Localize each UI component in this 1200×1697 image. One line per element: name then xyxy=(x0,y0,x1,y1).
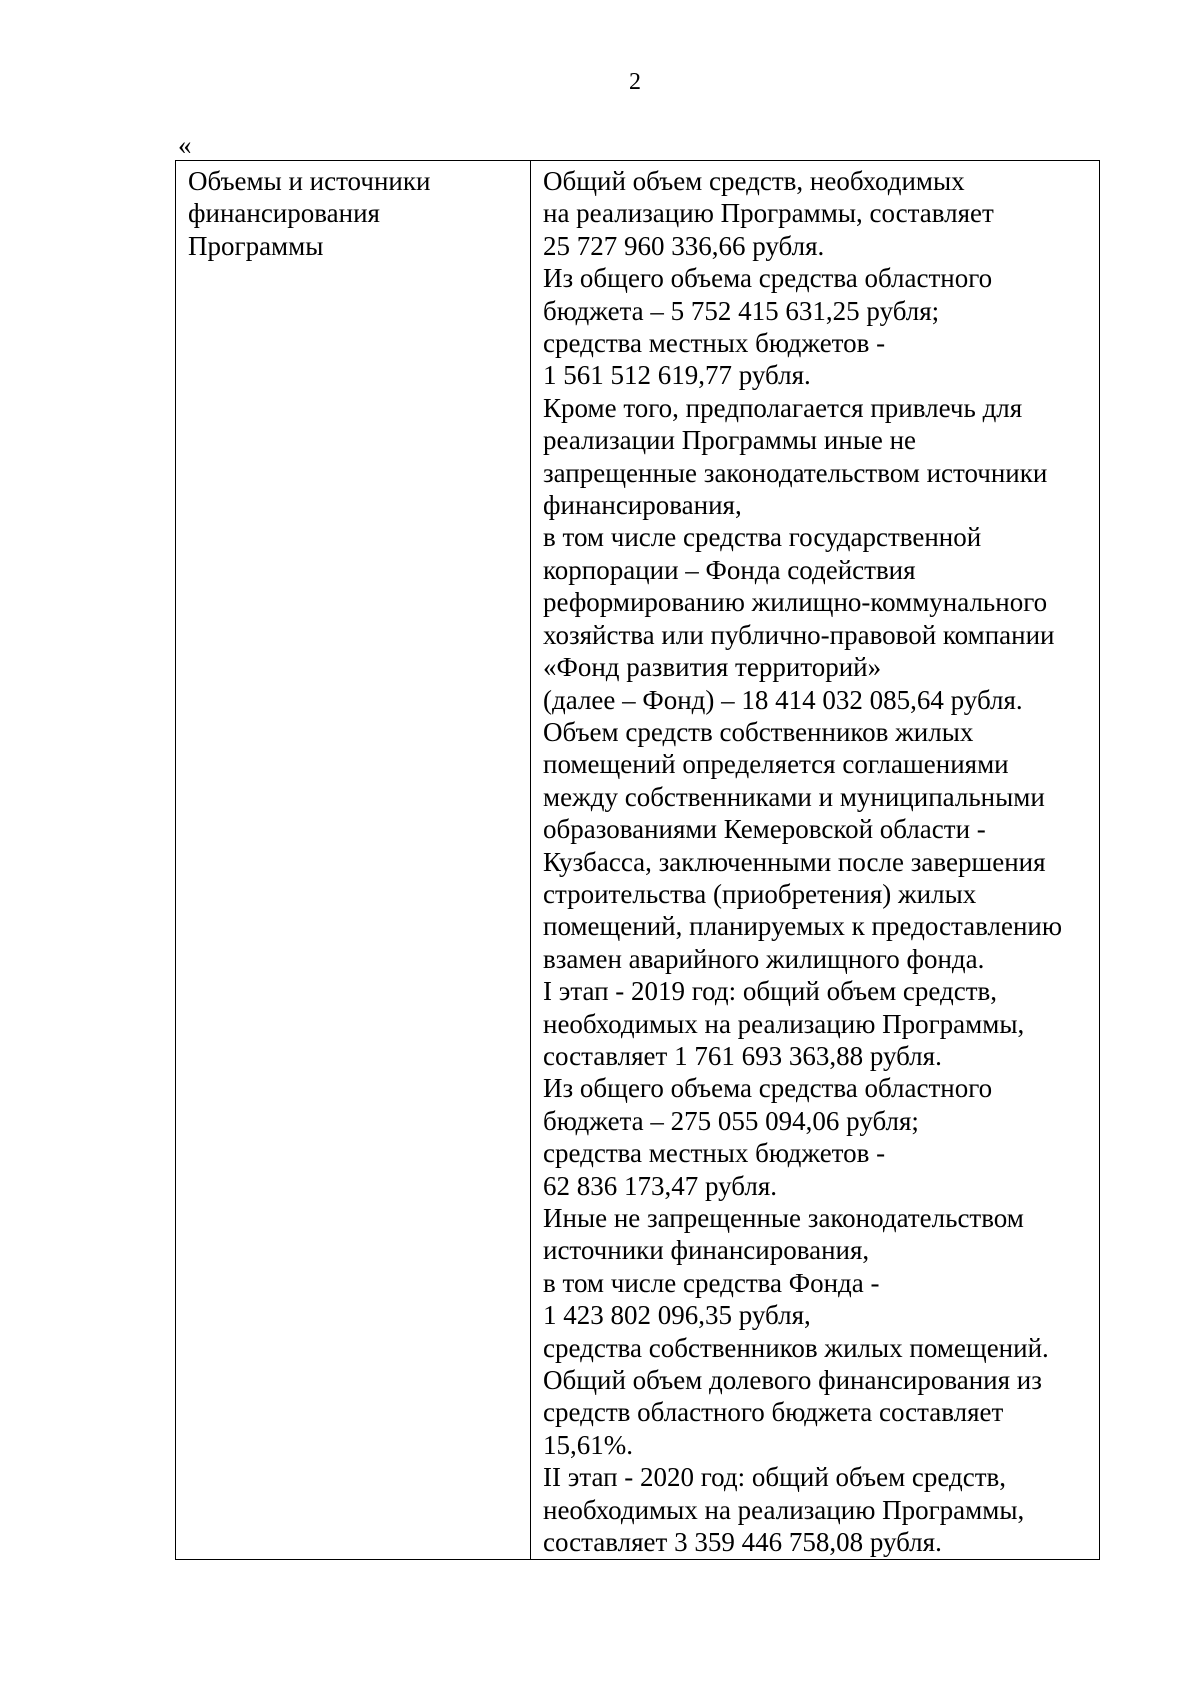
content-line: между собственниками и муниципальными xyxy=(543,781,1045,812)
content-line: составляет 1 761 693 363,88 рубля. xyxy=(543,1040,942,1071)
content-line: корпорации – Фонда содействия xyxy=(543,554,916,585)
content-line: хозяйства или публично-правовой компании xyxy=(543,619,1055,650)
content-line: (далее – Фонд) – 18 414 032 085,64 рубля. xyxy=(543,684,1023,715)
content-line: запрещенные законодательством источники xyxy=(543,457,1048,488)
content-line: в том числе средства Фонда - xyxy=(543,1267,880,1298)
content-line: взамен аварийного жилищного фонда. xyxy=(543,943,985,974)
content-line: в том числе средства государственной xyxy=(543,522,982,553)
content-line: Общий объем долевого финансирования из xyxy=(543,1365,1042,1396)
content-line: финансирования, xyxy=(543,490,742,521)
label-cell xyxy=(176,161,531,1560)
content-line: средств областного бюджета составляет xyxy=(543,1397,1004,1428)
content-line: необходимых на реализацию Программы, xyxy=(543,1494,1025,1525)
content-line: Объем средств собственников жилых xyxy=(543,716,974,747)
label-line: Объемы и источники xyxy=(188,166,431,196)
content-line: источники финансирования, xyxy=(543,1235,870,1266)
content-line: II этап - 2020 год: общий объем средств, xyxy=(543,1462,1007,1493)
content-line: составляет 3 359 446 758,08 рубля. xyxy=(543,1527,942,1558)
content-line: I этап - 2019 год: общий объем средств, xyxy=(543,976,998,1007)
content-line: строительства (приобретения) жилых xyxy=(543,878,977,909)
content-line: реформированию жилищно-коммунального xyxy=(543,587,1048,618)
page-number: 2 xyxy=(629,69,641,95)
content-line: средства местных бюджетов - xyxy=(543,1138,886,1169)
content-line: бюджета – 5 752 415 631,25 рубля; xyxy=(543,295,940,326)
content-line: образованиями Кемеровской области - xyxy=(543,814,986,845)
content-cell xyxy=(531,161,1100,1560)
content-line: помещений определяется соглашениями xyxy=(543,749,1009,780)
program-passport-table xyxy=(175,160,1100,1560)
content-line: Из общего объема средства областного xyxy=(543,263,993,294)
content-line: помещений, планируемых к предоставлению xyxy=(543,911,1063,942)
content-line: средства собственников жилых помещений. xyxy=(543,1332,1049,1363)
content-line: 25 727 960 336,66 рубля. xyxy=(543,230,825,261)
table-row xyxy=(176,161,1100,1560)
content-line: 1 423 802 096,35 рубля, xyxy=(543,1300,811,1331)
content-line: Из общего объема средства областного xyxy=(543,1073,993,1104)
content-line: бюджета – 275 055 094,06 рубля; xyxy=(543,1105,919,1136)
content-line: реализации Программы иные не xyxy=(543,425,917,456)
content-line: «Фонд развития территорий» xyxy=(543,652,882,683)
content-line: Общий объем средств, необходимых xyxy=(543,166,965,196)
content-line: 15,61%. xyxy=(543,1429,633,1460)
content-line: Иные не запрещенные законодательством xyxy=(543,1203,1024,1233)
content-line: Кроме того, предполагается привлечь для xyxy=(543,392,1023,423)
content-line: 1 561 512 619,77 рубля. xyxy=(543,360,811,391)
content-line: 62 836 173,47 рубля. xyxy=(543,1170,777,1201)
content-line: Кузбасса, заключенными после завершения xyxy=(543,846,1046,877)
content-line: на реализацию Программы, составляет xyxy=(543,198,994,229)
label-line: финансирования xyxy=(188,198,380,229)
content-line: средства местных бюджетов - xyxy=(543,328,886,359)
content-line: необходимых на реализацию Программы, xyxy=(543,1008,1025,1039)
label-line: Программы xyxy=(188,230,324,261)
opening-quote-mark: « xyxy=(178,130,192,160)
